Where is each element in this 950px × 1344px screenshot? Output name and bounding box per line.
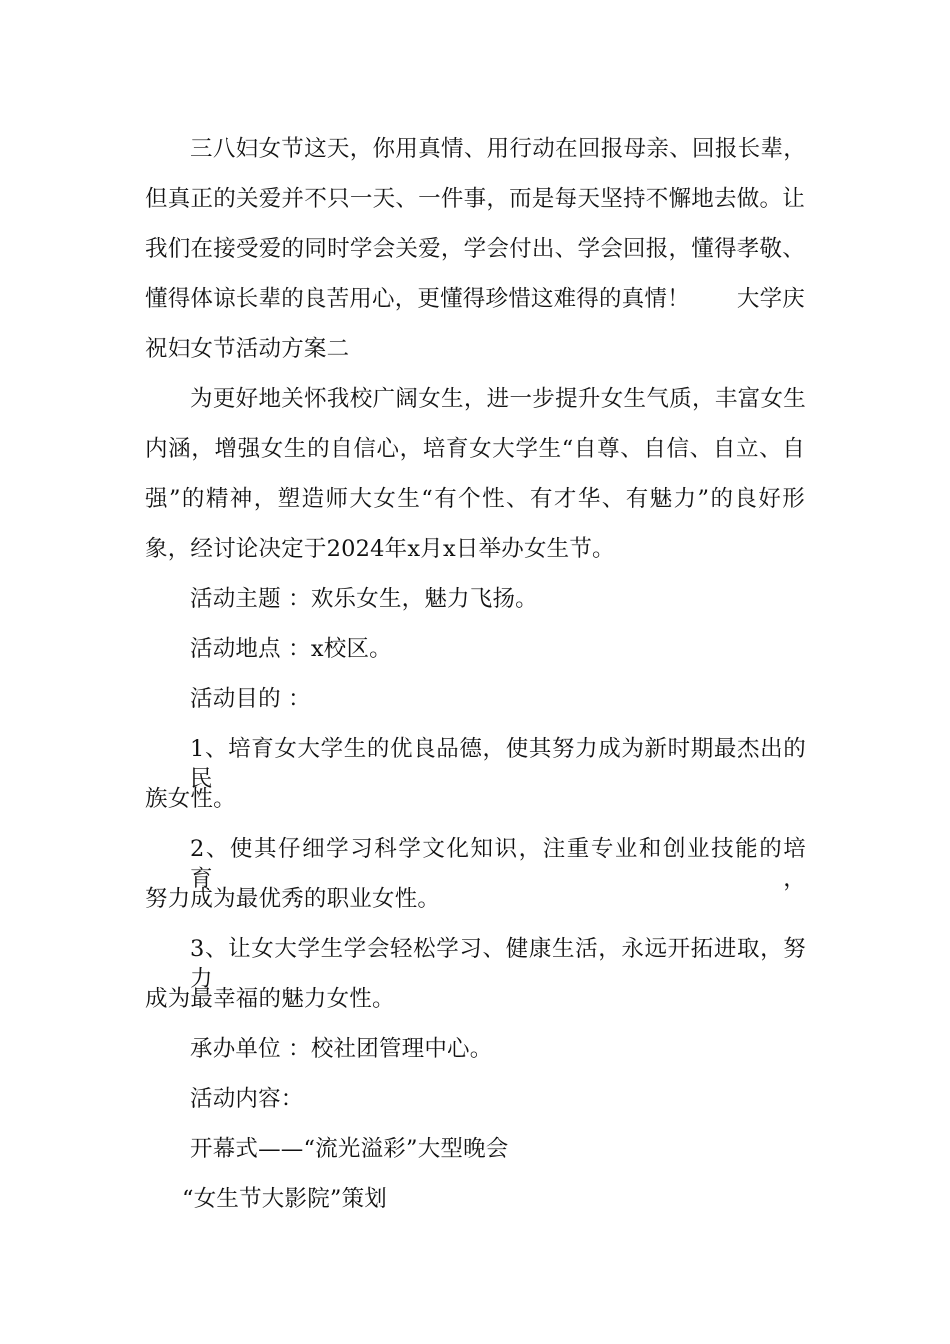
paragraph-line-1: 三八妇女节这天，你用真情、用行动在回报母亲、回报长辈，: [190, 136, 806, 162]
paragraph-line-4: [145, 284, 805, 314]
paragraph-line-9: 象，经讨论决定于2024年x月x日举办女生节。: [145, 536, 615, 562]
purpose-item-2: 2、使其仔细学习科学文化知识，注重专业和创业技能的培育，: [190, 836, 806, 892]
paragraph-line-6: 为更好地关怀我校广阔女生，进一步提升女生气质，丰富女生: [190, 386, 806, 412]
purpose-item-1: 1、培育女大学生的优良品德，使其努力成为新时期最杰出的民: [190, 736, 806, 792]
heading-fragment-start: 大学庆: [736, 286, 805, 312]
purpose-item-3-cont: 成为最幸福的魅力女性。: [145, 986, 395, 1012]
paragraph-line-4-text: 懂得体谅长辈的良苦用心，更懂得珍惜这难得的真情！: [145, 286, 690, 312]
activity-purpose-label: 活动目的 ：: [190, 686, 311, 712]
opening-ceremony: 开幕式——“流光溢彩”大型晚会: [190, 1136, 509, 1162]
section-heading: 祝妇女节活动方案二: [145, 336, 350, 362]
cinema-plan: “女生节大影院”策划: [182, 1186, 388, 1212]
paragraph-line-7: 内涵，增强女生的自信心，培育女大学生“自尊、自信、自立、自: [145, 436, 805, 462]
activity-location: 活动地点 ：x校区。: [190, 636, 392, 662]
purpose-item-3: 3、让女大学生学会轻松学习、健康生活，永远开拓进取，努力: [190, 936, 806, 992]
paragraph-line-2: 但真正的关爱并不只一天、一件事，而是每天坚持不懈地去做。让: [145, 186, 805, 212]
organizer: 承办单位 ：校社团管理中心。: [190, 1036, 493, 1062]
activity-content-label: 活动内容：: [190, 1086, 304, 1112]
activity-theme: 活动主题 ：欢乐女生，魅力飞扬。: [190, 586, 538, 612]
purpose-item-2-cont: 努力成为最优秀的职业女性。: [145, 886, 441, 912]
purpose-item-1-cont: 族女性。: [145, 786, 236, 812]
paragraph-line-3: 我们在接受爱的同时学会关爱，学会付出、学会回报，懂得孝敬、: [145, 236, 805, 262]
paragraph-line-8: 强”的精神，塑造师大女生“有个性、有才华、有魅力”的良好形: [145, 486, 805, 512]
